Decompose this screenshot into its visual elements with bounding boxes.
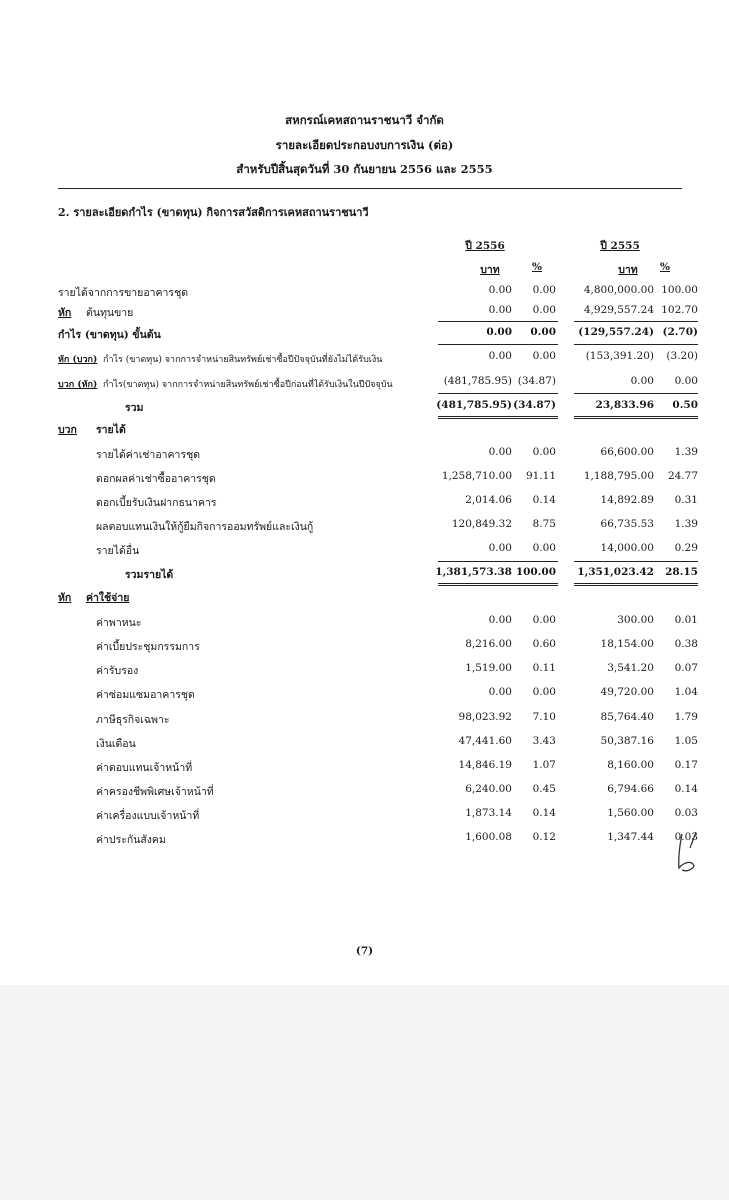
row-label: รายได้อื่น (96, 545, 140, 557)
row-label: ค่าพาหนะ (96, 617, 142, 629)
table-row (0, 284, 729, 304)
table-row (0, 759, 729, 779)
percent-2555: 1.04 (674, 686, 698, 698)
table-row (0, 589, 729, 609)
percent-2555: 0.00 (674, 375, 698, 387)
row-label: เงินเดือน (96, 738, 136, 750)
blank-area (0, 985, 729, 1200)
row-label: รวมรายได้ (125, 569, 174, 581)
value-2555: 1,351,023.42 (577, 566, 654, 578)
table-row (0, 518, 729, 538)
row-label: ภาษีธุรกิจเฉพาะ (96, 714, 170, 726)
row-label: รายได้จากการขายอาคารชุด (58, 287, 189, 299)
percent-2555: 0.01 (674, 614, 698, 626)
percent-2555: 1.39 (674, 518, 698, 530)
value-2556: 1,873.14 (465, 807, 512, 819)
table-row (0, 350, 729, 370)
handwritten-initial-mark (670, 828, 706, 876)
percent-2555: 24.77 (667, 470, 698, 482)
value-2556: 14,846.19 (458, 759, 512, 771)
value-2556: 1,258,710.00 (441, 470, 512, 482)
value-2555: 1,347.44 (607, 831, 654, 843)
percent-2556: 7.10 (532, 711, 556, 723)
column-baht-2556: บาท (480, 264, 500, 276)
percent-2556: 0.00 (532, 614, 556, 626)
organization-name: สหกรณ์เคหสถานราชนาวี จำกัด (285, 113, 444, 127)
value-2556: 0.00 (488, 304, 512, 316)
column-year-2555: ปี 2555 (600, 240, 640, 252)
value-2556: 0.00 (488, 686, 512, 698)
percent-2556: 0.11 (532, 662, 556, 674)
percent-2556: 0.45 (532, 783, 556, 795)
row-label: ค่าใช้จ่าย (86, 592, 130, 604)
double-underline-2556 (438, 416, 558, 419)
row-label: ค่าประกันสังคม (96, 834, 166, 846)
underline-2555 (574, 561, 698, 562)
table-row (0, 421, 729, 441)
row-label: กำไร (ขาดทุน) ขั้นต้น (58, 329, 161, 341)
row-label: ดอกเบี้ยรับเงินฝากธนาคาร (96, 497, 217, 509)
percent-2556: 0.00 (532, 542, 556, 554)
value-2556: 1,600.08 (465, 831, 512, 843)
value-2555: 66,735.53 (600, 518, 654, 530)
value-2555: 1,560.00 (607, 807, 654, 819)
table-row (0, 542, 729, 562)
value-2556: 0.00 (488, 284, 512, 296)
value-2556: 0.00 (488, 542, 512, 554)
row-label: ดอกผลค่าเช่าซื้ออาคารชุด (96, 473, 216, 485)
table-row (0, 638, 729, 658)
value-2556: (481,785.95) (443, 375, 512, 387)
percent-2555: 1.39 (674, 446, 698, 458)
table-row (0, 686, 729, 706)
value-2556: 2,014.06 (465, 494, 512, 506)
percent-2556: 91.11 (525, 470, 556, 482)
percent-2556: 0.00 (532, 446, 556, 458)
value-2555: 4,800,000.00 (583, 284, 654, 296)
value-2555: 8,160.00 (607, 759, 654, 771)
percent-2555: 0.03 (674, 807, 698, 819)
value-2555: 85,764.40 (600, 711, 654, 723)
row-label: ค่าเบี้ยประชุมกรรมการ (96, 641, 200, 653)
percent-2556: 0.60 (532, 638, 556, 650)
header-rule (58, 188, 682, 189)
row-label: ค่ารับรอง (96, 665, 139, 677)
underline-2555 (574, 321, 698, 322)
percent-2555: 0.14 (674, 783, 698, 795)
double-underline-2556 (438, 583, 558, 586)
percent-2555: 1.79 (674, 711, 698, 723)
table-row (0, 375, 729, 395)
percent-2556: 0.14 (532, 494, 556, 506)
percent-2556: 0.14 (532, 807, 556, 819)
page-number: (7) (355, 945, 374, 957)
percent-2556: 1.07 (532, 759, 556, 771)
percent-2555: 0.29 (674, 542, 698, 554)
percent-2555: (2.70) (662, 326, 698, 338)
value-2556: 0.00 (488, 614, 512, 626)
double-underline-2555 (574, 416, 698, 419)
section-title: 2. รายละเอียดกำไร (ขาดทุน) กิจการสวัสดิการเคหสถานราชนาวี (58, 206, 369, 219)
percent-2555: (3.20) (666, 350, 698, 362)
column-baht-2555: บาท (618, 264, 638, 276)
row-label: ค่าเครื่องแบบเจ้าหน้าที่ (96, 810, 200, 822)
column-pct-2556: % (532, 261, 542, 273)
value-2556: 8,216.00 (465, 638, 512, 650)
percent-2555: 100.00 (661, 284, 698, 296)
underline-2556 (438, 321, 558, 322)
row-prefix: หัก (58, 592, 72, 604)
document-title: รายละเอียดประกอบงบการเงิน (ต่อ) (275, 138, 454, 152)
column-year-2556: ปี 2556 (465, 240, 505, 252)
table-row (0, 662, 729, 682)
row-label: รวม (125, 402, 144, 414)
row-label: รายได้ (96, 424, 126, 436)
row-label: ต้นทุนขาย (86, 307, 134, 319)
percent-2555: 0.17 (674, 759, 698, 771)
percent-2555: 0.03 (674, 831, 698, 843)
percent-2555: 0.07 (674, 662, 698, 674)
row-prefix: บวก (หัก) (58, 380, 98, 390)
percent-2556: 0.00 (530, 326, 556, 338)
value-2555: 6,794.66 (607, 783, 654, 795)
value-2556: 6,240.00 (465, 783, 512, 795)
value-2556: 47,441.60 (458, 735, 512, 747)
percent-2556: 0.12 (532, 831, 556, 843)
percent-2555: 1.05 (674, 735, 698, 747)
percent-2556: 100.00 (515, 566, 556, 578)
value-2555: 14,892.89 (600, 494, 654, 506)
row-label: กำไร(ขาดทุน) จากการจำหน่ายสินทรัพย์เช่าซื้อปีก่อนที่ได้รับเงินในปีปัจจุบัน (103, 380, 393, 390)
double-underline-2555 (574, 583, 698, 586)
table-row (0, 326, 729, 346)
row-prefix: บวก (58, 424, 77, 436)
value-2556: 1,519.00 (465, 662, 512, 674)
row-label: ผลตอบแทนเงินให้กู้ยืมกิจการออมทรัพย์และเงินกู้ (96, 521, 314, 533)
percent-2556: 0.00 (532, 350, 556, 362)
underline-2556 (438, 344, 558, 345)
column-pct-2555: % (660, 261, 670, 273)
row-label: ค่าครองชีพพิเศษเจ้าหน้าที่ (96, 786, 214, 798)
row-prefix: หัก (บวก) (58, 355, 98, 365)
value-2555: 50,387.16 (600, 735, 654, 747)
value-2556: 1,381,573.38 (435, 566, 512, 578)
percent-2556: 0.00 (532, 304, 556, 316)
percent-2556: (34.87) (517, 375, 556, 387)
percent-2555: 0.50 (672, 399, 698, 411)
row-label: รายได้ค่าเช่าอาคารชุด (96, 449, 201, 461)
value-2555: (153,391.20) (585, 350, 654, 362)
table-row (0, 494, 729, 514)
value-2555: 1,188,795.00 (583, 470, 654, 482)
value-2555: 0.00 (630, 375, 654, 387)
table-row (0, 446, 729, 466)
percent-2556: 8.75 (532, 518, 556, 530)
row-label: ค่าตอบแทนเจ้าหน้าที่ (96, 762, 193, 774)
value-2556: 0.00 (488, 446, 512, 458)
underline-2556 (438, 561, 558, 562)
percent-2556: 0.00 (532, 686, 556, 698)
percent-2556: 3.43 (532, 735, 556, 747)
value-2556: 120,849.32 (451, 518, 512, 530)
value-2556: 0.00 (488, 350, 512, 362)
underline-2555 (574, 393, 698, 394)
table-row (0, 470, 729, 490)
value-2555: 66,600.00 (600, 446, 654, 458)
underline-2555 (574, 344, 698, 345)
percent-2555: 28.15 (665, 566, 698, 578)
percent-2556: (34.87) (513, 399, 556, 411)
table-row (0, 831, 729, 851)
percent-2555: 0.31 (674, 494, 698, 506)
table-row (0, 711, 729, 731)
value-2555: 3,541.20 (607, 662, 654, 674)
row-label: ค่าซ่อมแซมอาคารชุด (96, 689, 195, 701)
table-row (0, 614, 729, 634)
percent-2556: 0.00 (532, 284, 556, 296)
table-row (0, 783, 729, 803)
percent-2555: 0.38 (674, 638, 698, 650)
value-2555: 23,833.96 (595, 399, 654, 411)
value-2555: 49,720.00 (600, 686, 654, 698)
value-2555: (129,557.24) (578, 326, 654, 338)
value-2556: (481,785.95) (436, 399, 512, 411)
value-2556: 0.00 (486, 326, 512, 338)
value-2555: 18,154.00 (600, 638, 654, 650)
period-subtitle: สำหรับปีสิ้นสุดวันที่ 30 กันยายน 2556 และ 2555 (236, 162, 493, 176)
value-2555: 14,000.00 (600, 542, 654, 554)
table-row (0, 807, 729, 827)
value-2555: 4,929,557.24 (583, 304, 654, 316)
percent-2555: 102.70 (661, 304, 698, 316)
value-2555: 300.00 (617, 614, 654, 626)
underline-2556 (438, 393, 558, 394)
value-2556: 98,023.92 (458, 711, 512, 723)
row-label: กำไร (ขาดทุน) จากการจำหน่ายสินทรัพย์เช่าซื้อปีปัจจุบันที่ยังไม่ได้รับเงิน (103, 355, 383, 365)
row-prefix: หัก (58, 307, 72, 319)
table-row (0, 735, 729, 755)
